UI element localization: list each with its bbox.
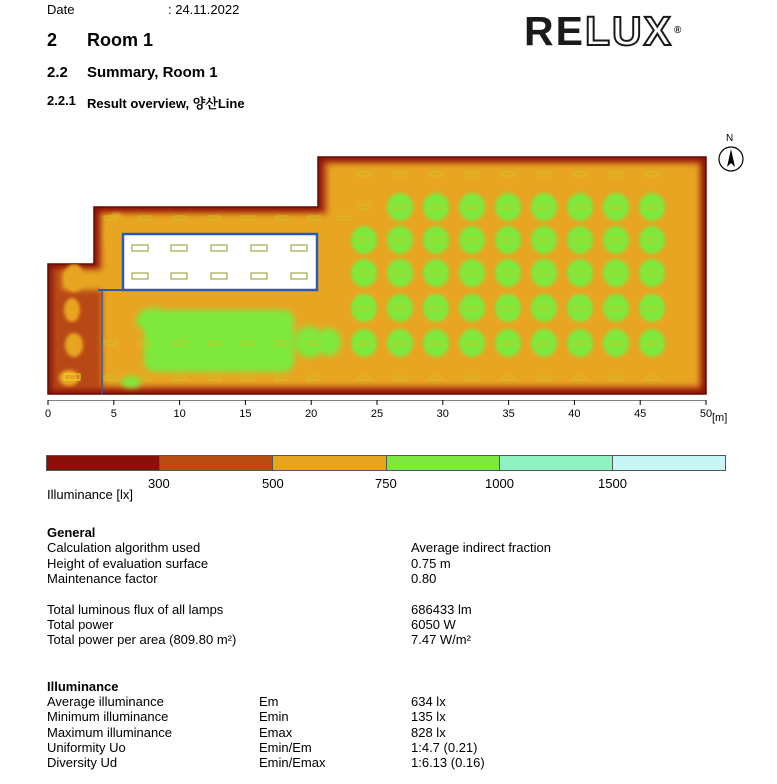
green-cell <box>351 329 377 357</box>
legend-swatch <box>273 456 386 470</box>
logo-registered: ® <box>673 25 684 36</box>
illum-symbol: Em <box>259 694 279 709</box>
x-tick-label: 15 <box>239 408 252 420</box>
x-tick-label: 45 <box>634 408 647 420</box>
green-cell <box>639 226 665 254</box>
green-cell <box>603 226 629 254</box>
green-cell <box>531 294 557 322</box>
green-cell <box>603 193 629 221</box>
green-cell <box>459 259 485 287</box>
green-cell <box>603 259 629 287</box>
green-cell <box>639 294 665 322</box>
date-label: Date <box>47 2 75 17</box>
general-value: 0.80 <box>411 571 437 586</box>
legend-tick: 1000 <box>485 476 514 491</box>
subsubsection-title: Result overview, 양산Line <box>87 96 245 111</box>
general-value: 686433 lm <box>411 602 472 617</box>
x-tick-label: 50 <box>699 408 713 420</box>
general-value: 0.75 m <box>411 556 451 571</box>
green-cell <box>459 329 485 357</box>
subsection-number: 2.2 <box>47 64 68 81</box>
green-cell <box>567 329 593 357</box>
subsection-title: Summary, Room 1 <box>87 64 218 81</box>
legend-tick: 500 <box>262 476 284 491</box>
general-label: Total luminous flux of all lamps <box>47 602 224 617</box>
general-label: Total power <box>47 617 114 632</box>
green-cell <box>459 294 485 322</box>
north-label: N <box>726 133 734 144</box>
legend-tick: 1500 <box>598 476 627 491</box>
illum-value: 135 lx <box>411 709 446 724</box>
general-label: Calculation algorithm used <box>47 540 201 555</box>
green-cell <box>531 193 557 221</box>
green-cell <box>639 259 665 287</box>
section-number: 2 <box>47 30 58 50</box>
green-cell <box>387 294 413 322</box>
green-cell <box>387 259 413 287</box>
general-value: Average indirect fraction <box>411 540 551 555</box>
general-label: Maintenance factor <box>47 571 158 586</box>
illum-value: 1:4.7 (0.21) <box>411 740 478 755</box>
green-cell <box>639 193 665 221</box>
illum-symbol: Emin/Emax <box>259 755 326 770</box>
illum-symbol: Emin <box>259 709 289 724</box>
green-cell <box>567 226 593 254</box>
green-cell <box>351 294 377 322</box>
legend-tick: 300 <box>148 476 170 491</box>
green-cell <box>531 329 557 357</box>
illuminance-legend <box>46 455 726 471</box>
green-cell <box>459 193 485 221</box>
legend-swatch <box>387 456 500 470</box>
illum-value: 634 lx <box>411 694 446 709</box>
green-cell <box>423 226 449 254</box>
illum-label: Diversity Ud <box>47 755 118 770</box>
relux-logo <box>524 10 683 52</box>
legend-swatch <box>500 456 613 470</box>
green-cell <box>495 294 521 322</box>
green-cell <box>567 193 593 221</box>
logo-text-right: LUX <box>584 8 673 54</box>
legend-swatch <box>47 456 160 470</box>
x-tick-label: 0 <box>44 408 52 420</box>
general-value: 6050 W <box>411 617 456 632</box>
x-tick-label: 5 <box>110 408 117 420</box>
green-cell <box>387 226 413 254</box>
illum-symbol: Emax <box>259 725 293 740</box>
x-tick-label: 10 <box>173 408 186 420</box>
illum-label: Minimum illuminance <box>47 709 169 724</box>
green-cell <box>423 329 449 357</box>
legend-tick: 750 <box>375 476 397 491</box>
legend-swatch <box>613 456 725 470</box>
x-tick-label: 25 <box>370 408 384 420</box>
logo-text-left: RE <box>524 8 585 54</box>
illum-value: 1:6.13 (0.16) <box>411 755 485 770</box>
green-cell <box>423 193 449 221</box>
subsubsection-number: 2.2.1 <box>47 93 76 108</box>
green-cell <box>495 226 521 254</box>
isolux-floor-plan <box>44 150 714 410</box>
x-tick-label: 40 <box>568 408 581 420</box>
illum-symbol: Emin/Em <box>259 740 312 755</box>
inner-room <box>123 234 317 290</box>
x-tick-label: 35 <box>502 408 515 420</box>
green-cell <box>459 226 485 254</box>
general-title: General <box>47 525 96 540</box>
green-cell <box>423 259 449 287</box>
general-value: 7.47 W/m² <box>411 632 471 647</box>
section-title: Room 1 <box>87 30 154 50</box>
general-label: Total power per area (809.80 m²) <box>47 632 237 647</box>
general-label: Height of evaluation surface <box>47 556 209 571</box>
green-cell <box>639 329 665 357</box>
legend-label: Illuminance [lx] <box>47 487 133 502</box>
illum-value: 828 lx <box>411 725 446 740</box>
green-cell <box>495 193 521 221</box>
illum-label: Maximum illuminance <box>47 725 172 740</box>
green-cell <box>603 329 629 357</box>
illum-label: Uniformity Uo <box>47 740 126 755</box>
x-axis-unit: [m] <box>712 412 728 424</box>
legend-swatch <box>160 456 273 470</box>
green-cell <box>351 226 377 254</box>
green-cell <box>531 259 557 287</box>
green-cell <box>351 259 377 287</box>
date-value: : 24.11.2022 <box>168 2 240 17</box>
green-cell <box>531 226 557 254</box>
illuminance-title: Illuminance <box>47 679 119 694</box>
green-cell <box>567 294 593 322</box>
green-cell <box>495 259 521 287</box>
green-cell <box>423 294 449 322</box>
x-axis <box>44 400 734 430</box>
green-cell <box>387 193 413 221</box>
illum-label: Average illuminance <box>47 694 164 709</box>
green-cell <box>495 329 521 357</box>
green-cell <box>387 329 413 357</box>
x-tick-label: 30 <box>436 408 449 420</box>
green-cell <box>603 294 629 322</box>
green-cell <box>567 259 593 287</box>
north-arrow-icon <box>716 145 746 175</box>
x-tick-label: 20 <box>305 408 318 420</box>
